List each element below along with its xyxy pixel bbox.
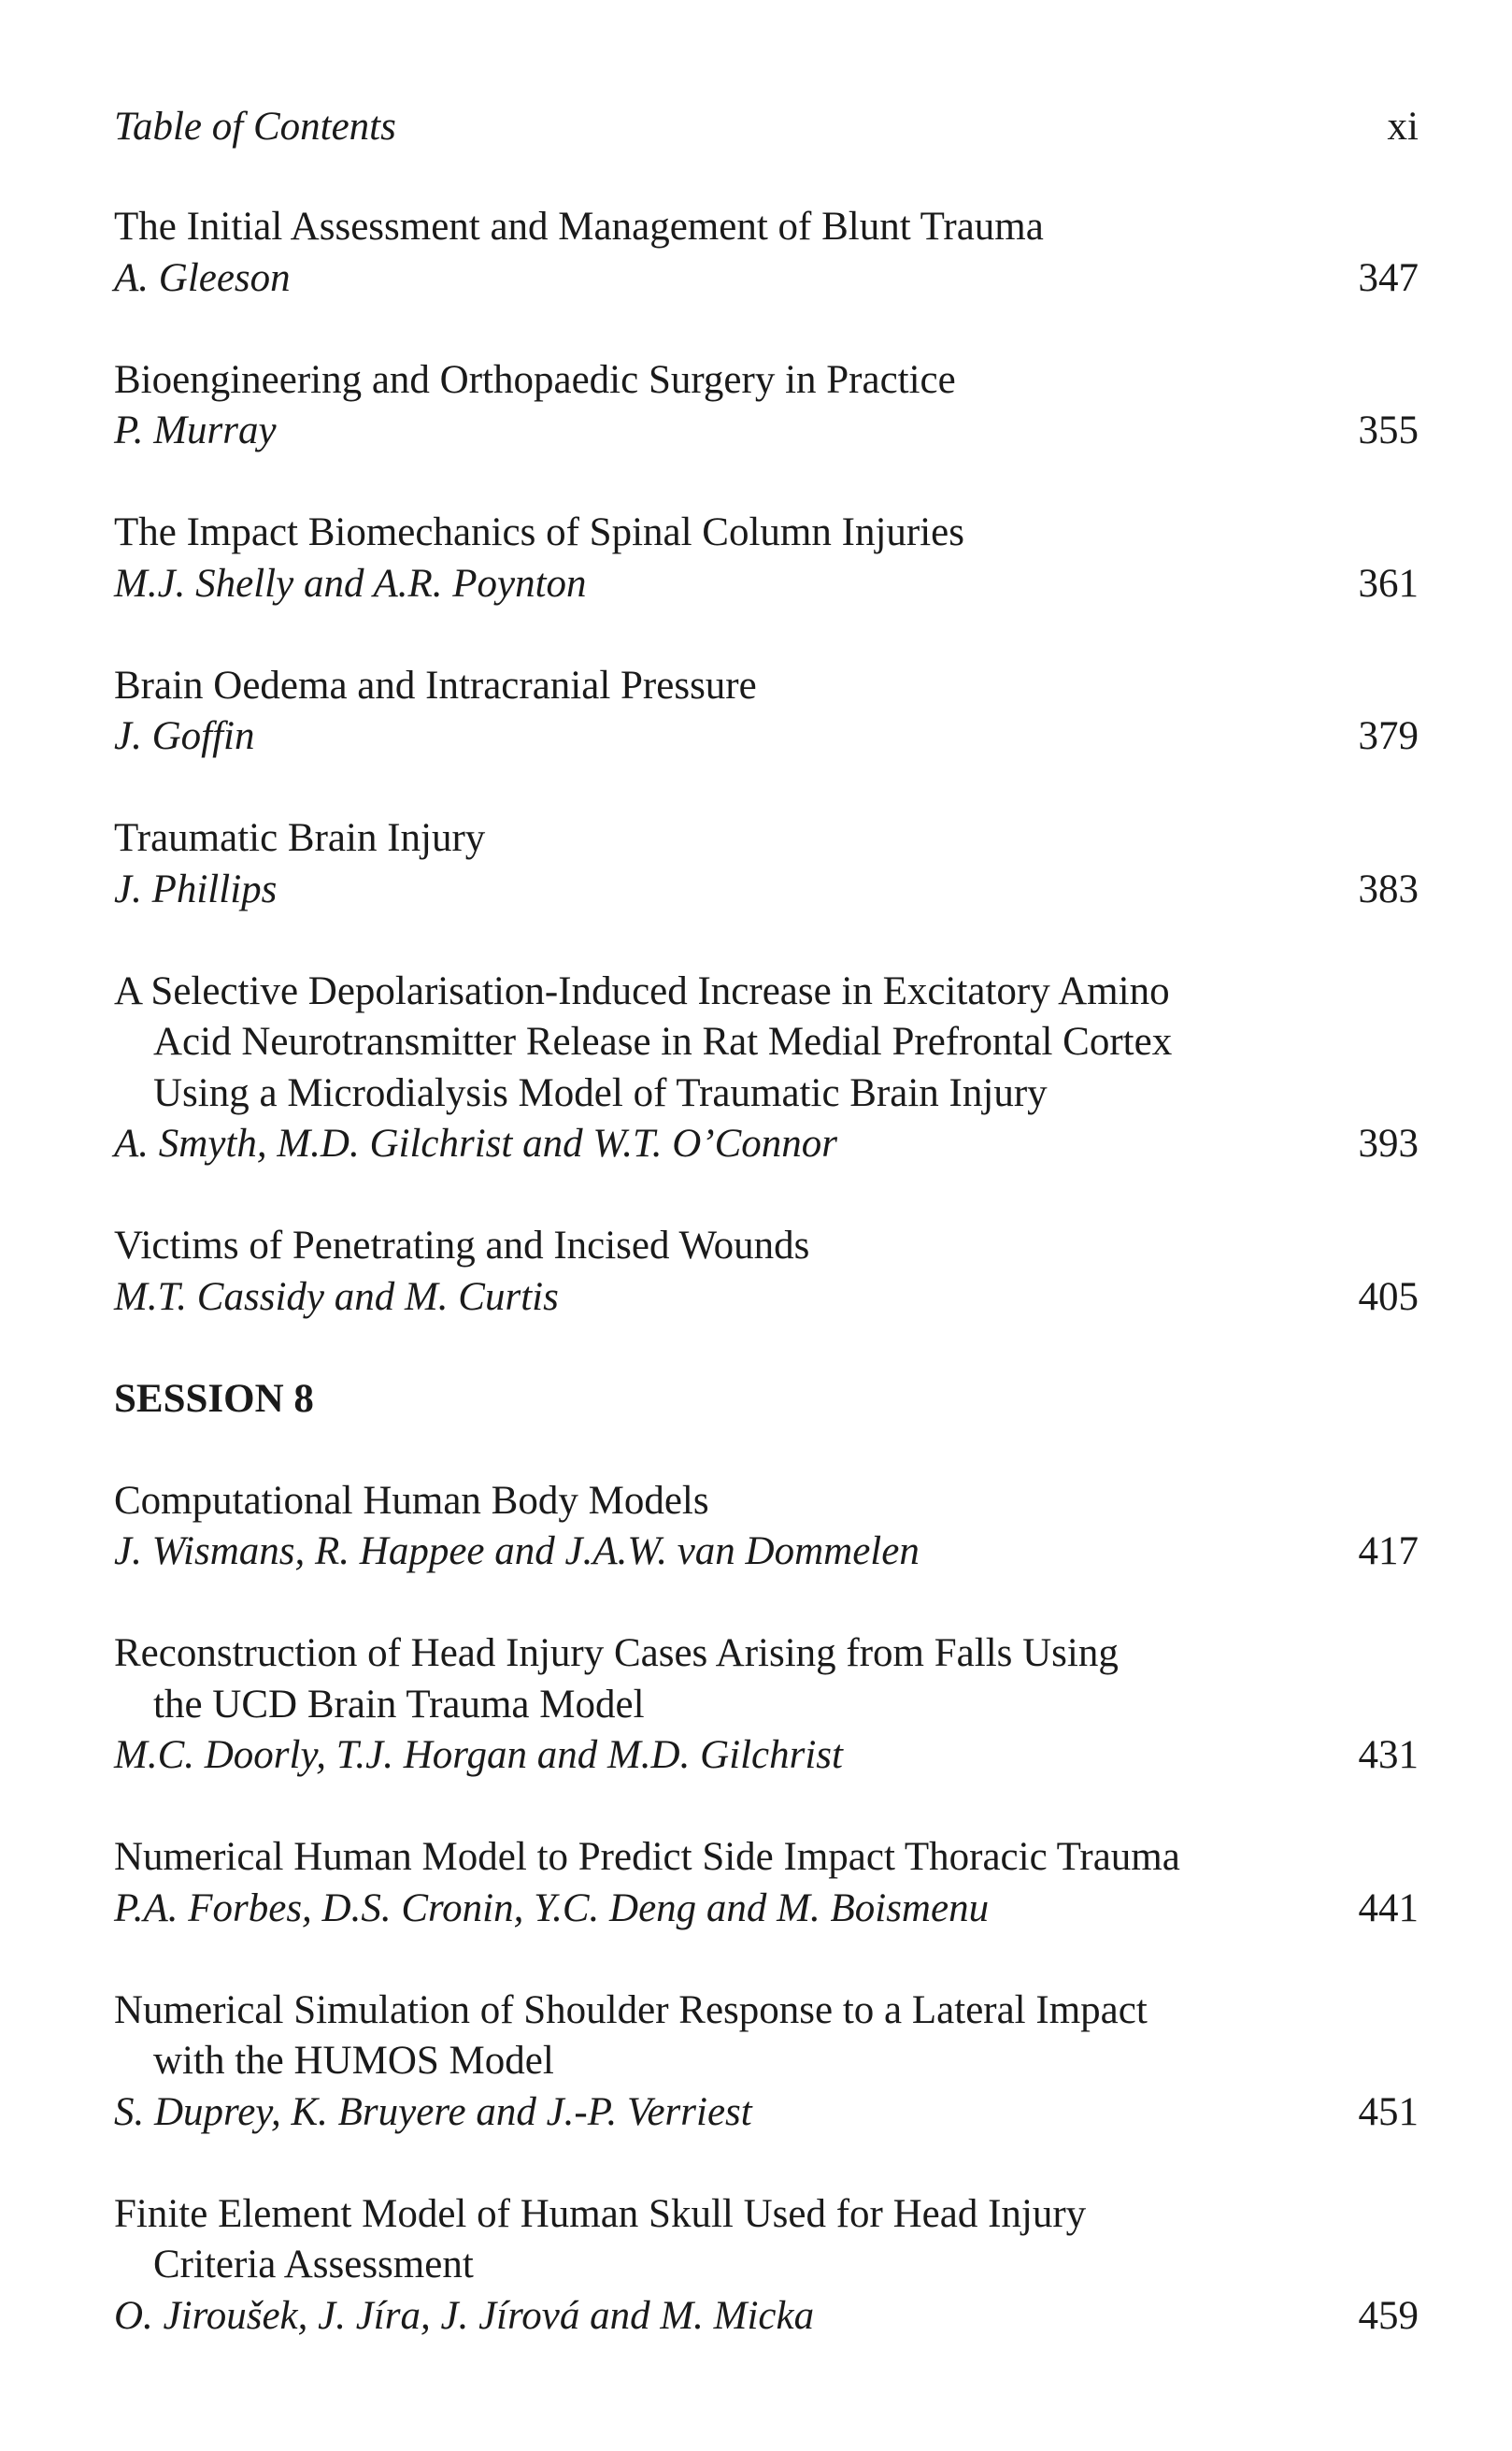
toc-entries-group: [114, 1476, 1419, 2343]
toc-entry-page-number: 393: [1358, 1122, 1419, 1166]
toc-entry: [114, 202, 1419, 304]
toc-entry-author-row: [114, 1272, 1419, 1324]
toc-entry-authors: P. Murray: [114, 408, 277, 452]
toc-entry-authors: A. Gleeson: [114, 255, 291, 300]
toc-entry-title: Bioengineering and Orthopaedic Surgery in Practice: [114, 357, 956, 402]
toc-entry-title: Acid Neurotransmitter Release in Rat Medial Prefrontal Cortex: [153, 1020, 1173, 1064]
toc-entry-title: Victims of Penetrating and Incised Wounds: [114, 1224, 810, 1268]
toc-entry-authors: J. Phillips: [114, 867, 278, 911]
toc-entry-page-number: 379: [1358, 714, 1419, 758]
toc-entry-title: Using a Microdialysis Model of Traumatic Brain Injury: [153, 1070, 1048, 1115]
toc-entry-author-row: [114, 1526, 1419, 1578]
toc-entry: [114, 355, 1419, 457]
toc-entry-author-row: [114, 406, 1419, 457]
toc-entry-page-number: 347: [1358, 255, 1419, 300]
toc-entry-authors: O. Jiroušek, J. Jíra, J. Jírová and M. Micka: [114, 2293, 815, 2338]
toc-entry-page-number: 355: [1358, 408, 1419, 452]
toc-entry-authors: M.J. Shelly and A.R. Poynton: [114, 561, 587, 606]
toc-entry-page-number: 417: [1358, 1529, 1419, 1573]
toc-entry: [114, 508, 1419, 609]
toc-entry-authors: M.C. Doorly, T.J. Horgan and M.D. Gilchrist: [114, 1733, 843, 1777]
toc-entry-authors: M.T. Cassidy and M. Curtis: [114, 1274, 559, 1319]
toc-entry: [114, 661, 1419, 763]
toc-entry-title: The Initial Assessment and Management of Blunt Trauma: [114, 205, 1044, 249]
toc-entry-authors: J. Goffin: [114, 714, 255, 758]
toc-entry-title: Numerical Human Model to Predict Side Impact Thoracic Trauma: [114, 1835, 1180, 1879]
toc-entry-title: Brain Oedema and Intracranial Pressure: [114, 663, 757, 708]
toc-entry-title: Computational Human Body Models: [114, 1478, 709, 1523]
toc-entry-title: Reconstruction of Head Injury Cases Arising from Falls Using: [114, 1631, 1119, 1675]
toc-entry: [114, 813, 1419, 915]
toc-entry: [114, 967, 1419, 1170]
toc-entry-author-row: [114, 2291, 1419, 2343]
toc-entry-authors: A. Smyth, M.D. Gilchrist and W.T. O’Connor: [114, 1122, 837, 1166]
toc-entry-page-number: 441: [1358, 1885, 1419, 1930]
toc-entry: [114, 1221, 1419, 1323]
toc-entry: [114, 1628, 1419, 1782]
toc-entry-title: Criteria Assessment: [153, 2243, 474, 2286]
session-heading: SESSION 8: [114, 1376, 314, 1421]
toc-entry-page-number: 405: [1358, 1274, 1419, 1319]
table-of-contents: [114, 202, 1419, 2393]
toc-entry-page-number: 431: [1358, 1733, 1419, 1777]
running-head-page-number: xi: [1387, 105, 1419, 149]
toc-entry-title: the UCD Brain Trauma Model: [153, 1682, 645, 1727]
toc-entry-title: A Selective Depolarisation-Induced Increase in Excitatory Amino: [114, 968, 1170, 1013]
toc-entry-page-number: 361: [1358, 561, 1419, 606]
toc-entries-group: [114, 202, 1419, 1323]
running-head-title: Table of Contents: [114, 105, 396, 149]
toc-entry-author-row: [114, 253, 1419, 305]
toc-page: [114, 0, 1419, 2451]
toc-entry-author-row: [114, 1730, 1419, 1782]
toc-entry-page-number: 459: [1358, 2293, 1419, 2338]
toc-entry: [114, 2189, 1419, 2343]
toc-entry-title: Finite Element Model of Human Skull Used for Head Injury: [114, 2191, 1087, 2236]
toc-entry: [114, 1985, 1419, 2139]
toc-entry-title: with the HUMOS Model: [153, 2039, 554, 2083]
toc-entry-title: The Impact Biomechanics of Spinal Column Injuries: [114, 510, 964, 554]
toc-entry-authors: J. Wismans, R. Happee and J.A.W. van Dommelen: [114, 1529, 920, 1573]
toc-entry: [114, 1476, 1419, 1578]
toc-entry-author-row: [114, 865, 1419, 916]
toc-entry-title: Traumatic Brain Injury: [114, 816, 486, 860]
toc-entry-author-row: [114, 2087, 1419, 2139]
toc-entry-authors: P.A. Forbes, D.S. Cronin, Y.C. Deng and M. Boismenu: [114, 1885, 990, 1930]
toc-entry-author-row: [114, 711, 1419, 763]
toc-entry-author-row: [114, 1884, 1419, 1935]
toc-entry-authors: S. Duprey, K. Bruyere and J.-P. Verriest: [114, 2089, 752, 2134]
toc-entry-author-row: [114, 1119, 1419, 1170]
toc-entry: [114, 1832, 1419, 1934]
toc-entry-page-number: 383: [1358, 867, 1419, 911]
toc-entry-author-row: [114, 559, 1419, 610]
toc-entry-page-number: 451: [1358, 2089, 1419, 2134]
toc-entry-title: Numerical Simulation of Shoulder Response to a Lateral Impact: [114, 1987, 1148, 2032]
